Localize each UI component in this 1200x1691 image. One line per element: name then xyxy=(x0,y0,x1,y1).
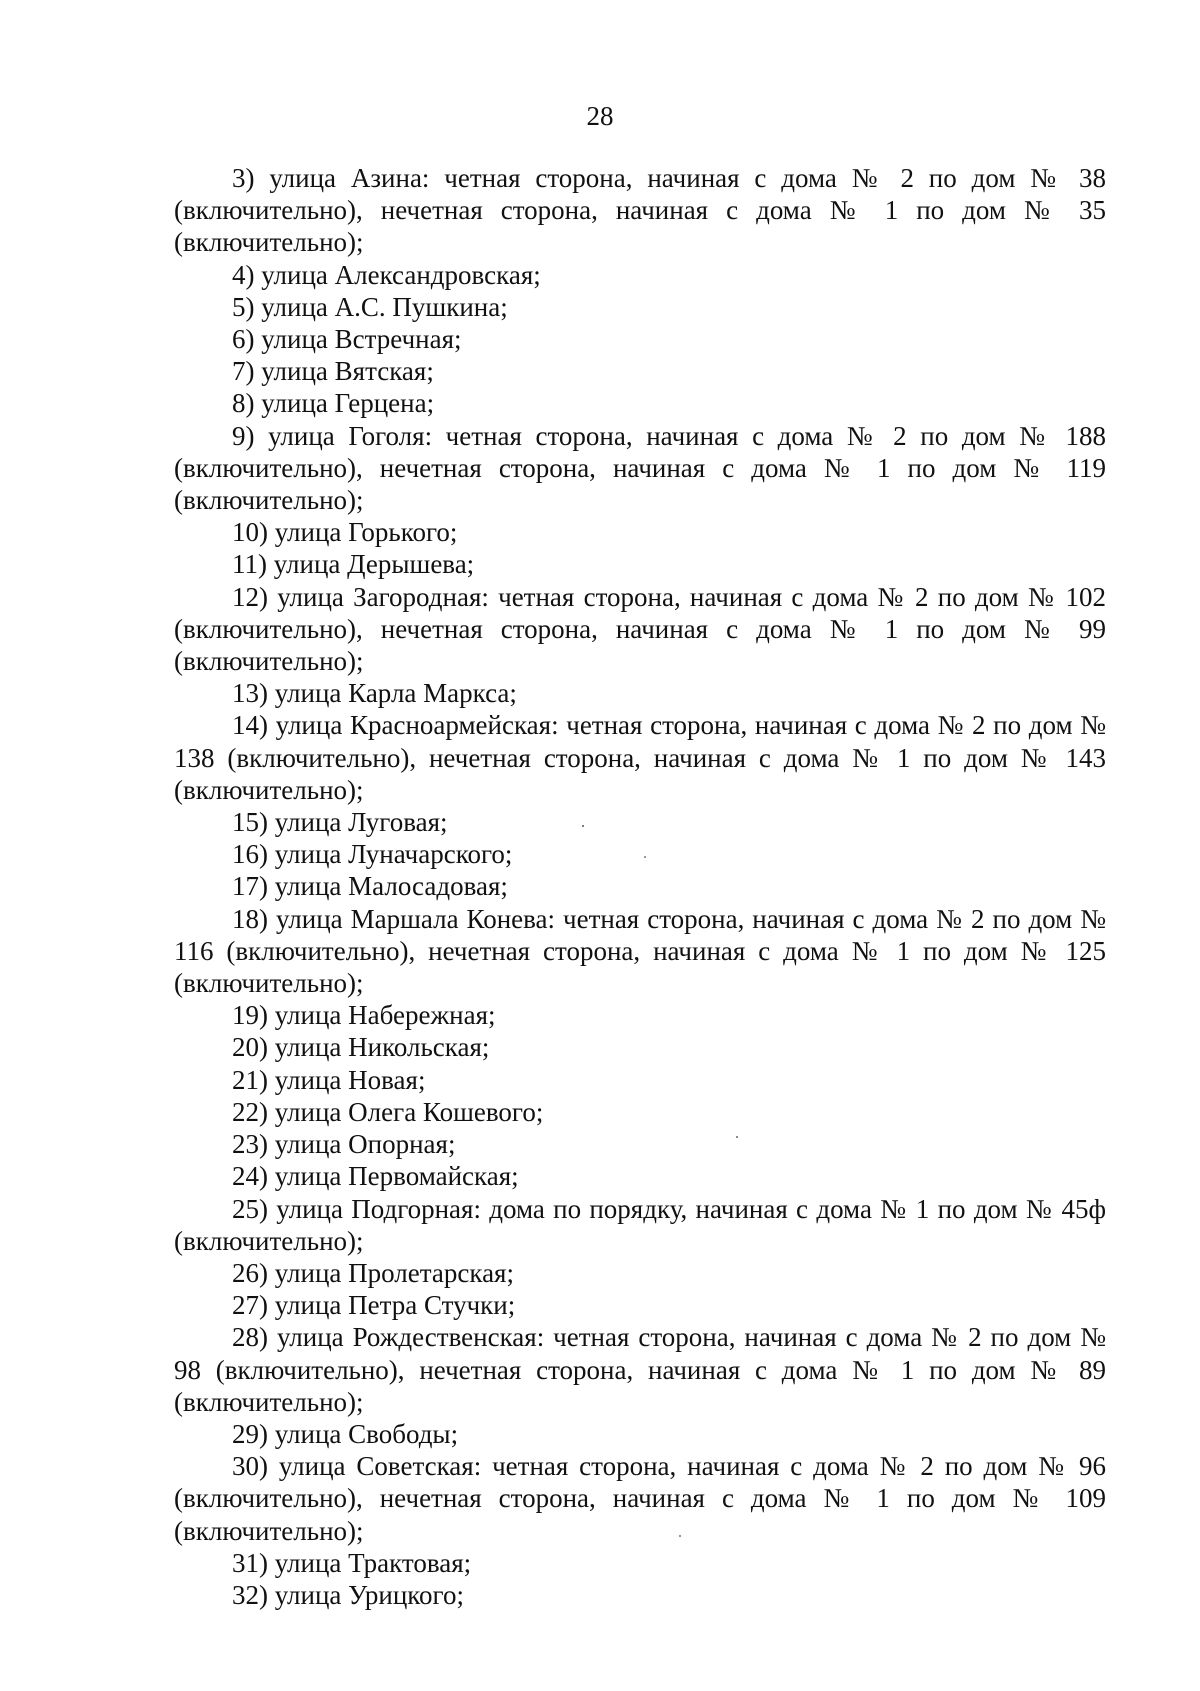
list-item: 13) улица Карла Маркса; xyxy=(232,678,517,709)
list-item: 11) улица Дерышева; xyxy=(232,549,475,580)
list-item: 23) улица Опорная; xyxy=(232,1129,456,1160)
list-item: 29) улица Свободы; xyxy=(232,1418,459,1449)
list-item: 19) улица Набережная; xyxy=(232,1000,496,1031)
list-item: 21) улица Новая; xyxy=(232,1064,426,1095)
list-item: 12) улица Загородная: четная сторона, начиная с дома № 2 по дом № 102 (включительно), нечетная сторона, начиная с дома № 1 по дом № 99 (включительно); xyxy=(174,581,1106,677)
list-item: 27) улица Петра Стучки; xyxy=(232,1290,516,1321)
list-item: 5) улица А.С. Пушкина; xyxy=(232,291,508,322)
list-item: 3) улица Азина: четная сторона, начиная с дома № 2 по дом № 38 (включительно), нечетная сторона, начиная с дома № 1 по дом № 35 (включительно); xyxy=(174,163,1106,258)
list-item: 31) улица Трактовая; xyxy=(232,1547,472,1578)
list-item: 8) улица Герцена; xyxy=(232,388,435,419)
list-item: 26) улица Пролетарская; xyxy=(232,1257,514,1288)
page-number: 28 xyxy=(586,101,614,131)
list-item: 6) улица Встречная; xyxy=(232,324,462,355)
list-item: 15) улица Луговая; xyxy=(232,807,448,838)
list-item: 9) улица Гоголя: четная сторона, начиная с дома № 2 по дом № 188 (включительно), нечетная сторона, начиная с дома № 1 по дом № 119 (включительно); xyxy=(174,420,1106,516)
list-item: 4) улица Александровская; xyxy=(232,259,541,290)
list-item: 14) улица Красноармейская: четная сторона, начиная с дома № 2 по дом № 138 (включительно), нечетная сторона, начиная с дома № 1 по дом № 143 (включительно); xyxy=(174,710,1106,805)
list-item: 7) улица Вятская; xyxy=(232,356,434,387)
list-item: 30) улица Советская: четная сторона, начиная с дома № 2 по дом № 96 (включительно), нечетная сторона, начиная с дома № 1 по дом № 109 (включительно); xyxy=(174,1451,1106,1546)
list-item: 16) улица Луначарского; xyxy=(232,839,513,870)
list-item: 24) улица Первомайская; xyxy=(232,1161,519,1192)
list-item: 25) улица Подгорная: дома по порядку, начиная с дома № 1 по дом № 45ф (включительно); xyxy=(174,1193,1106,1256)
list-item: 17) улица Малосадовая; xyxy=(232,871,508,902)
list-item: 20) улица Никольская; xyxy=(232,1032,490,1063)
street-list xyxy=(174,162,1106,1611)
list-item: 32) улица Урицкого; xyxy=(232,1579,464,1610)
list-item: 18) улица Маршала Конева: четная сторона, начиная с дома № 2 по дом № 116 (включительно), нечетная сторона, начиная с дома № 1 по дом № 125 (включительно); xyxy=(174,903,1106,999)
list-item: 28) улица Рождественская: четная сторона, начиная с дома № 2 по дом № 98 (включительно), нечетная сторона, начиная с дома № 1 по дом № 89 (включительно); xyxy=(174,1322,1106,1417)
list-item: 22) улица Олега Кошевого; xyxy=(232,1096,544,1127)
list-item: 10) улица Горького; xyxy=(232,517,458,548)
